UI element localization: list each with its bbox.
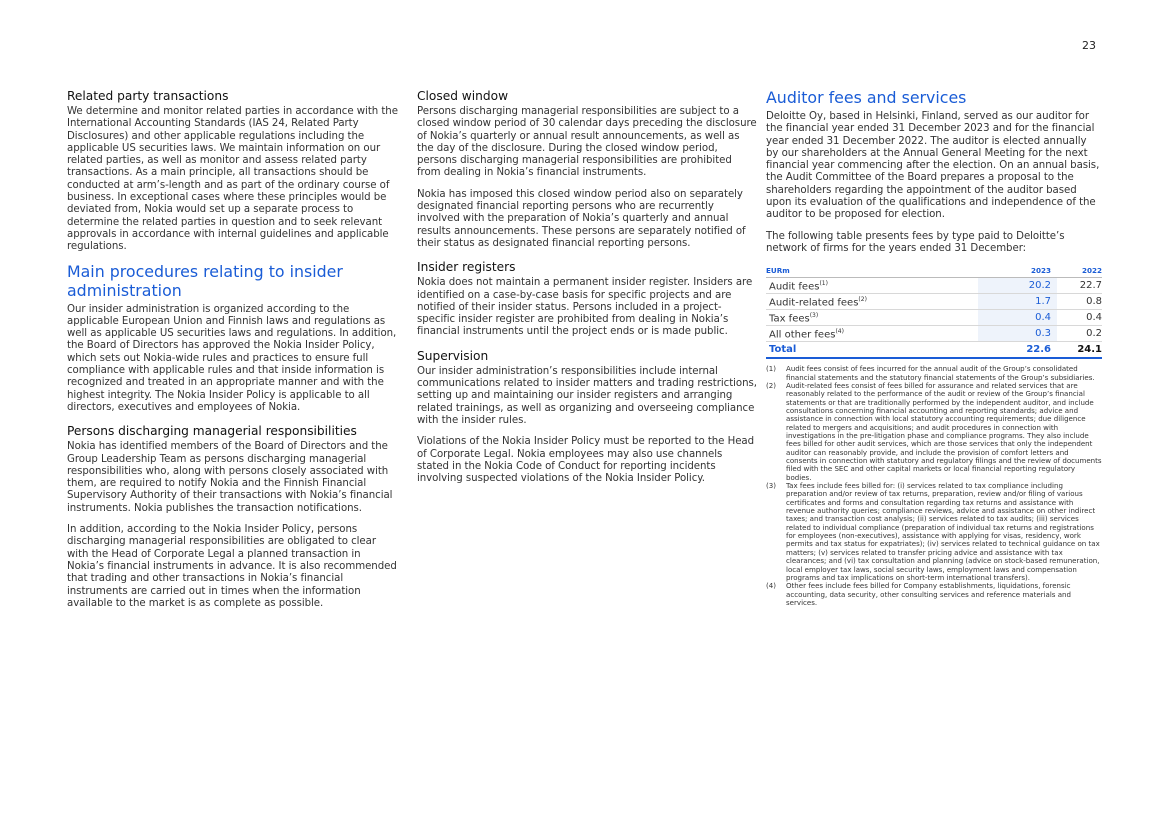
- unit-header: EURm: [766, 264, 978, 278]
- table-total-row: [766, 342, 1102, 359]
- column-right: [766, 88, 1102, 607]
- footnote: [766, 382, 1102, 482]
- table-header-row: [766, 264, 1102, 278]
- auditor-fees-table: [766, 264, 1102, 359]
- supervision-heading: Supervision: [417, 348, 489, 363]
- footnote-number: (3): [766, 481, 776, 491]
- closed-window-text-1: Persons discharging managerial responsibilities are subject to a closed window period of 30 calendar days preceding the disclosure of Nokia’s quarterly or annual result announcements, as well as the day of the disclosure. During the closed window period, persons discharging managerial responsibilities are prohibited from dealing in Nokia’s financial instruments.: [417, 106, 757, 179]
- footnote-number: (2): [766, 380, 776, 390]
- column-middle: [417, 88, 757, 494]
- footnote-number: (1): [766, 364, 776, 374]
- main-procedures-heading: Main procedures relating to insider administration: [67, 261, 343, 300]
- year-current-header: 2023: [978, 264, 1057, 278]
- row-prior-value: 0.4: [1057, 310, 1102, 326]
- auditor-fees-text-1: Deloitte Oy, based in Helsinki, Finland, served as our auditor for the financial year ended 31 December 2023 and for the financial year ended 31 December 2022. The auditor is elected annually by our shareholders at the Annual General Meeting for the next financial year commencing after the election. On an annual basis, the Audit Committee of the Board prepares a proposal to the shareholders regarding the appointment of the auditor based upon its evaluation of the qualifications and independence of the auditor to be proposed for election.: [766, 111, 1100, 221]
- footnote: [766, 365, 1102, 382]
- footnote-text: Audit-related fees consist of fees billed for assurance and related services that are reasonably related to the performance of the audit or review of the Group’s financial statements or that are traditionally performed by the independent auditor, and include consultations concerning financial accounting and reporting standards; advice and assistance in connection with local statutory accounting requirements; due diligence related to mergers and acquisitions; and audit procedures in connection with investigations in the pre-litigation phase and compliance programs. They also include fees billed for other audit services, which are those services that only the independent auditor can reasonably provide, and include the provision of comfort letters and consents in connection with statutory and regulatory filings and the review of documents filed with the SEC and other capital markets or local financial reporting regulatory bodies.: [786, 380, 1102, 482]
- year-prior-header: 2022: [1057, 264, 1102, 278]
- row-prior-value: 22.7: [1057, 278, 1102, 294]
- total-label: Total: [766, 342, 978, 359]
- closed-window-heading: Closed window: [417, 89, 509, 103]
- column-left: [67, 88, 399, 619]
- footnote-text: Other fees include fees billed for Company establishments, liquidations, forensic accounting, data security, other consulting services and reference materials and services.: [786, 581, 1071, 607]
- row-label: Tax fees$^{(3)}$: [766, 310, 978, 326]
- pdmr-text-1: Nokia has identified members of the Board of Directors and the Group Leadership Team as persons discharging managerial responsibilities who, along with persons closely associated with them, are required to notify Nokia and the Finnish Financial Supervisory Authority of their transactions with Nokia’s financial instruments. Nokia publishes the transaction notifications.: [67, 441, 393, 514]
- main-procedures-text: Our insider administration is organized according to the applicable European Union and Finnish laws and regulations as well as applicable US securities laws and regulations. In addition, the Board of Directors has approved the Nokia Insider Policy, which sets out Nokia-wide rules and practices to ensure full compliance with applicable rules and that inside information is recognized and treated in an appropriate manner and with the highest integrity. The Nokia Insider Policy is applicable to all directors, executives and employees of Nokia.: [67, 303, 397, 413]
- total-prior-value: 24.1: [1057, 342, 1102, 359]
- total-current-value: 22.6: [978, 342, 1057, 359]
- supervision-text-2: Violations of the Nokia Insider Policy must be reported to the Head of Corporate Legal. Nokia employees may also use channels stated in the Nokia Code of Conduct for reporting incidents involving suspected violations of the Nokia Insider Policy.: [417, 436, 755, 485]
- row-label: Audit-related fees$^{(2)}$: [766, 294, 978, 310]
- table-row: [766, 294, 1102, 310]
- pdmr-text-2: In addition, according to the Nokia Insider Policy, persons discharging managerial responsibilities are obligated to clear with the Head of Corporate Legal a planned transaction in Nokia’s financial instruments in advance. It is also recommended that trading and other transactions in Nokia’s financial instruments are carried out in times when the information available to the market is as complete as possible.: [67, 524, 397, 609]
- footnote: [766, 482, 1102, 582]
- row-current-value: 20.2: [978, 278, 1057, 294]
- related-party-heading: Related party transactions: [67, 89, 229, 103]
- insider-registers-text: Nokia does not maintain a permanent insider register. Insiders are identified on a case-by-case basis for specific projects and are notified of their insider status. Persons included in a project-specific insider register are prohibited from dealing in Nokia’s financial instruments until the project ends or is made public.: [417, 277, 753, 338]
- auditor-fees-text-2: The following table presents fees by type paid to Deloitte’s network of firms for the years ended 31 December:: [766, 230, 1065, 254]
- pdmr-heading: Persons discharging managerial responsibilities: [67, 424, 357, 439]
- auditor-fees-heading: Auditor fees and services: [766, 88, 967, 107]
- closed-window-text-2: Nokia has imposed this closed window period also on separately designated financial reporting persons who are recurrently involved with the preparation of Nokia’s quarterly and annual results announcements. These persons are separately notified of their status as designated financial reporting persons.: [417, 188, 746, 249]
- row-prior-value: 0.2: [1057, 326, 1102, 342]
- footnotes: [766, 365, 1102, 607]
- page-number: 23: [1082, 39, 1096, 52]
- supervision-text-1: Our insider administration’s responsibilities include internal communications related to insider matters and trading restrictions, setting up and maintaining our insider registers and arranging related trainings, as well as organizing and overseeing compliance with the insider rules.: [417, 365, 757, 426]
- footnote-text: Tax fees include fees billed for: (i) services related to tax compliance including preparation and/or review of tax returns, preparation, review and/or filing of various certificates and forms and consultation regarding tax returns and assistance with revenue authority queries; compliance reviews, advice and assistance on other indirect taxes; and transaction cost analysis; (ii) services related to tax audits; (iii) services related to individual compliance (preparation of individual tax returns and registrations for employees (non-executives), assistance with applying for visas, residency, work permits and tax status for expatriates); (iv) services related to technical guidance on tax matters; (v) services related to transfer pricing advice and assistance with tax clearances; and (vi) tax consultation and planning (advice on stock-based remuneration, local employer tax laws, social security laws, employment laws and compensation programs and tax implications on short-term international transfers).: [786, 481, 1100, 582]
- table-row: [766, 326, 1102, 342]
- related-party-text: We determine and monitor related parties in accordance with the International Accounting Standards (IAS 24, Related Party Disclosures) and other applicable regulations including the applicable US securities laws. We maintain information on our related parties, as well as monitor and assess related party transactions. As a main principle, all transactions should be conducted at arm’s-length and as part of the ordinary course of business. In exceptional cases where these principles would be deviated from, Nokia would set up a separate process to determine the related parties in question and to seek relevant approvals in accordance with internal guidelines and applicable regulations.: [67, 106, 398, 253]
- footnote-text: Audit fees consist of fees incurred for the annual audit of the Group’s consolidated financial statements and the statutory financial statements of the Group’s subsidiaries.: [786, 364, 1095, 382]
- row-label: Audit fees$^{(1)}$: [766, 278, 978, 294]
- row-prior-value: 0.8: [1057, 294, 1102, 310]
- footnote-number: (4): [766, 581, 776, 591]
- row-label: All other fees$^{(4)}$: [766, 326, 978, 342]
- table-row: [766, 310, 1102, 326]
- row-current-value: 1.7: [978, 294, 1057, 310]
- footnote: [766, 582, 1102, 607]
- row-current-value: 0.4: [978, 310, 1057, 326]
- table-row: [766, 278, 1102, 294]
- row-current-value: 0.3: [978, 326, 1057, 342]
- insider-registers-heading: Insider registers: [417, 260, 516, 275]
